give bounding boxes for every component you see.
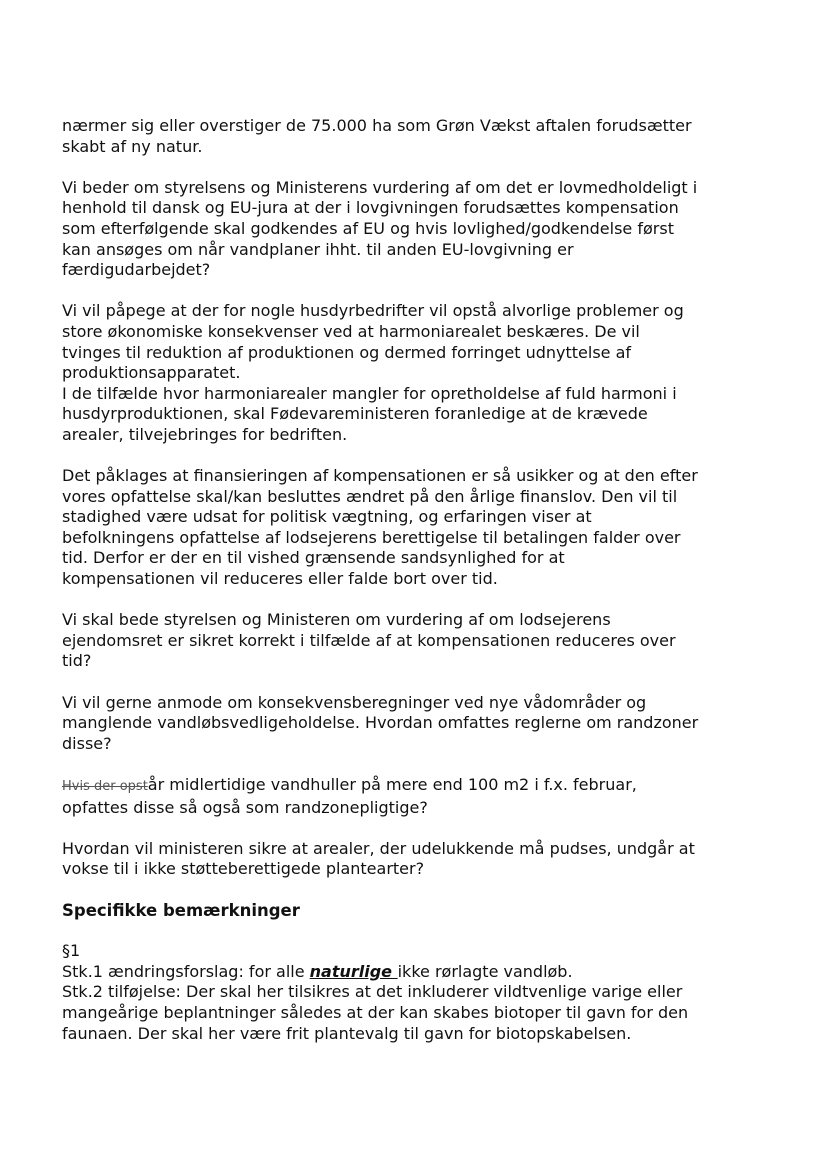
text-line: Vi vil påpege at der for nogle husdyrbedrifter vil opstå alvorlige problemer og	[62, 301, 684, 321]
text-line: faunaen. Der skal her være frit plantevalg til gavn for biotopskabelsen.	[62, 1023, 632, 1043]
text-line: færdigudarbejdet?	[62, 260, 211, 280]
text-line: kan ansøges om når vandplaner ihht. til anden EU-lovgivning er	[62, 239, 574, 259]
text-line: produktionsapparatet.	[62, 363, 241, 383]
paragraph-7-with-strikethrough	[62, 775, 782, 818]
paragraph-5	[62, 610, 782, 672]
section-sign: §1	[62, 941, 81, 961]
text-line: tvinges til reduktion af produktionen og dermed forringet udnyttelse af	[62, 342, 632, 362]
text-fragment: Stk.1 ændringsforslag: for alle	[62, 961, 310, 981]
text-line: arealer, tilvejebringes for bedriften.	[62, 424, 348, 444]
text-line: som efterfølgende skal godkendes af EU og hvis lovlighed/godkendelse først	[62, 218, 674, 238]
text-line: Det påklages at finansieringen af kompensationen er så usikker og at den efter	[62, 466, 698, 486]
text-line: skabt af ny natur.	[62, 136, 203, 156]
stk1-line	[62, 962, 782, 983]
paragraph-1	[62, 116, 782, 157]
text-line	[62, 775, 782, 798]
text-line: mangeårige beplantninger således at der kan skabes biotoper til gavn for den	[62, 1002, 689, 1022]
text-line: husdyrproduktionen, skal Fødevareministeren foranledige at de krævede	[62, 404, 648, 424]
text-line: opfattes disse så også som randzonepligtige?	[62, 797, 428, 817]
text-line: kompensationen vil reduceres eller falde bort over tid.	[62, 569, 498, 589]
text-line: tid. Derfor er der en til vished grænsende sandsynlighed for at	[62, 548, 565, 568]
text-line: ejendomsret er sikret korrekt i tilfælde af at kompensationen reduceres over	[62, 630, 676, 650]
text-line: disse?	[62, 733, 112, 753]
text-fragment: år midlertidige vandhuller på mere end 100 m2 i f.x. februar,	[147, 775, 637, 794]
text-line: tid?	[62, 651, 92, 671]
emphasized-word: naturlige	[309, 961, 398, 981]
text-line: manglende vandløbsvedligeholdelse. Hvordan omfattes reglerne om randzoner	[62, 713, 699, 733]
text-line: Vi beder om styrelsens og Ministerens vurdering af om det er lovmedholdeligt i	[62, 177, 698, 197]
text-line: I de tilfælde hvor harmoniarealer mangler for opretholdelse af fuld harmoni i	[62, 383, 677, 403]
text-line: stadighed være udsat for politisk vægtning, og erfaringen viser at	[62, 507, 592, 527]
document-page	[62, 116, 782, 1065]
paragraph-3	[62, 301, 782, 445]
text-fragment: ikke rørlagte vandløb.	[397, 961, 573, 981]
text-line: Hvordan vil ministeren sikre at arealer, der udelukkende må pudses, undgår at	[62, 838, 695, 858]
text-line: store økonomiske konsekvenser ved at harmoniarealet beskæres. De vil	[62, 321, 640, 341]
paragraph-4	[62, 466, 782, 590]
paragraph-2	[62, 178, 782, 281]
section-paragraph-1	[62, 941, 782, 1044]
struck-text: Hvis der opst	[62, 779, 148, 794]
paragraph-8	[62, 839, 782, 880]
text-line: vokse til i ikke støtteberettigede plantearter?	[62, 859, 425, 879]
text-line: nærmer sig eller overstiger de 75.000 ha som Grøn Vækst aftalen forudsætter	[62, 116, 692, 135]
text-line: henhold til dansk og EU-jura at der i lovgivningen forudsættes kompensation	[62, 198, 679, 218]
paragraph-6	[62, 693, 782, 755]
text-line: vores opfattelse skal/kan besluttes ændret på den årlige finanslov. Den vil til	[62, 486, 678, 506]
section-heading: Specifikke bemærkninger	[62, 900, 300, 920]
text-line: Vi skal bede styrelsen og Ministeren om vurdering af om lodsejerens	[62, 610, 611, 630]
stk2-line: Stk.2 tilføjelse: Der skal her tilsikres at det inkluderer vildtvenlige varige eller	[62, 982, 683, 1002]
text-line: befolkningens opfattelse af lodsejerens berettigelse til betalingen falder over	[62, 527, 681, 547]
text-line: Vi vil gerne anmode om konsekvensberegninger ved nye vådområder og	[62, 692, 647, 712]
